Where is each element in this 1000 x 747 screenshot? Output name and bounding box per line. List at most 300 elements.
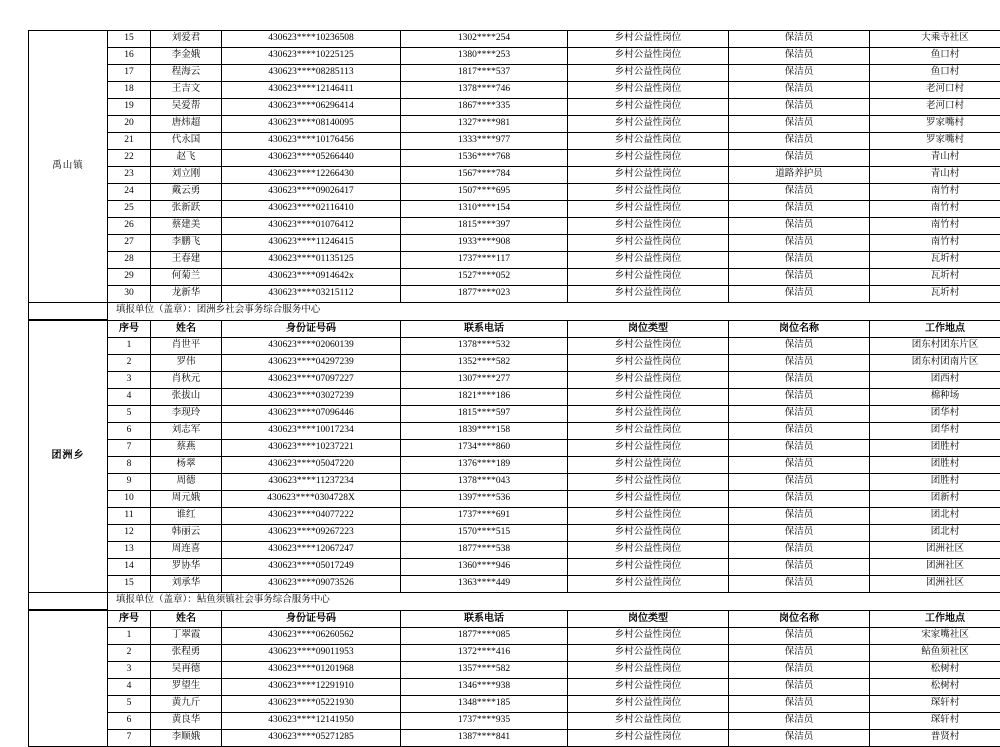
cell-3: 1527****052 <box>401 269 568 286</box>
cell-2: 430623****10176456 <box>222 133 401 150</box>
cell-1: 罗望生 <box>151 679 222 696</box>
cell-5: 保洁员 <box>729 730 870 747</box>
cell-0: 12 <box>108 525 151 542</box>
cell-4: 乡村公益性岗位 <box>568 338 729 355</box>
cell-5: 保洁员 <box>729 559 870 576</box>
table-row <box>29 372 1000 389</box>
cell-2: 430623****11246415 <box>222 235 401 252</box>
cell-5: 保洁员 <box>729 269 870 286</box>
cell-6: 罗家嘴村 <box>870 133 1000 150</box>
cell-0: 16 <box>108 48 151 65</box>
cell-6: 瓦圻村 <box>870 269 1000 286</box>
filler-row <box>29 303 1000 320</box>
table-row <box>29 389 1000 406</box>
column-header-0: 序号 <box>108 321 151 338</box>
cell-1: 周元娥 <box>151 491 222 508</box>
town-name-cell <box>29 611 108 747</box>
cell-2: 430623****07097227 <box>222 372 401 389</box>
cell-2: 430623****10225125 <box>222 48 401 65</box>
cell-0: 20 <box>108 116 151 133</box>
cell-4: 乡村公益性岗位 <box>568 474 729 491</box>
cell-1: 杨翠 <box>151 457 222 474</box>
cell-0: 18 <box>108 82 151 99</box>
table-row <box>29 201 1000 218</box>
cell-0: 7 <box>108 730 151 747</box>
cell-0: 25 <box>108 201 151 218</box>
column-header-2: 身份证号码 <box>222 611 401 628</box>
table-row <box>29 440 1000 457</box>
cell-3: 1363****449 <box>401 576 568 593</box>
cell-6: 南竹村 <box>870 201 1000 218</box>
cell-5: 保洁员 <box>729 133 870 150</box>
cell-4: 乡村公益性岗位 <box>568 252 729 269</box>
cell-6: 团华村 <box>870 406 1000 423</box>
cell-0: 6 <box>108 713 151 730</box>
cell-3: 1307****277 <box>401 372 568 389</box>
roster-table <box>28 320 1000 610</box>
cell-6: 青山村 <box>870 150 1000 167</box>
cell-1: 李鹏飞 <box>151 235 222 252</box>
cell-4: 乡村公益性岗位 <box>568 235 729 252</box>
cell-4: 乡村公益性岗位 <box>568 440 729 457</box>
cell-1: 黄九斤 <box>151 696 222 713</box>
cell-4: 乡村公益性岗位 <box>568 508 729 525</box>
cell-2: 430623****05271285 <box>222 730 401 747</box>
cell-1: 蔡燕 <box>151 440 222 457</box>
cell-4: 乡村公益性岗位 <box>568 730 729 747</box>
cell-6: 团洲社区 <box>870 576 1000 593</box>
cell-3: 1310****154 <box>401 201 568 218</box>
cell-4: 乡村公益性岗位 <box>568 116 729 133</box>
cell-0: 22 <box>108 150 151 167</box>
table-row <box>29 576 1000 593</box>
cell-0: 29 <box>108 269 151 286</box>
cell-3: 1737****691 <box>401 508 568 525</box>
cell-5: 保洁员 <box>729 508 870 525</box>
cell-6: 鲇鱼须社区 <box>870 645 1000 662</box>
cell-2: 430623****01076412 <box>222 218 401 235</box>
cell-1: 张拔山 <box>151 389 222 406</box>
cell-6: 罗家嘴村 <box>870 116 1000 133</box>
cell-1: 周德 <box>151 474 222 491</box>
cell-4: 乡村公益性岗位 <box>568 491 729 508</box>
table-row <box>29 184 1000 201</box>
cell-6: 团北村 <box>870 525 1000 542</box>
cell-6: 团西村 <box>870 372 1000 389</box>
cell-3: 1378****746 <box>401 82 568 99</box>
cell-3: 1737****935 <box>401 713 568 730</box>
cell-1: 程海云 <box>151 65 222 82</box>
cell-0: 11 <box>108 508 151 525</box>
cell-6: 团胜村 <box>870 474 1000 491</box>
cell-1: 吴爱帮 <box>151 99 222 116</box>
cell-6: 松树村 <box>870 662 1000 679</box>
cell-1: 赵飞 <box>151 150 222 167</box>
table-row <box>29 269 1000 286</box>
cell-5: 保洁员 <box>729 440 870 457</box>
cell-6: 青山村 <box>870 167 1000 184</box>
cell-2: 430623****12291910 <box>222 679 401 696</box>
roster-table <box>28 30 1000 320</box>
column-header-1: 姓名 <box>151 321 222 338</box>
cell-0: 15 <box>108 576 151 593</box>
column-header-4: 岗位类型 <box>568 321 729 338</box>
cell-5: 保洁员 <box>729 645 870 662</box>
cell-3: 1372****416 <box>401 645 568 662</box>
cell-4: 乡村公益性岗位 <box>568 99 729 116</box>
cell-3: 1839****158 <box>401 423 568 440</box>
cell-4: 乡村公益性岗位 <box>568 65 729 82</box>
cell-6: 南竹村 <box>870 184 1000 201</box>
town-name-cell: 禹山镇 <box>29 31 108 303</box>
cell-1: 肖秋元 <box>151 372 222 389</box>
cell-5: 保洁员 <box>729 389 870 406</box>
cell-5: 保洁员 <box>729 286 870 303</box>
cell-6: 棉种场 <box>870 389 1000 406</box>
cell-0: 17 <box>108 65 151 82</box>
cell-1: 韩丽云 <box>151 525 222 542</box>
cell-5: 保洁员 <box>729 184 870 201</box>
cell-2: 430623****07096446 <box>222 406 401 423</box>
cell-2: 430623****09011953 <box>222 645 401 662</box>
cell-6: 瓦圻村 <box>870 252 1000 269</box>
cell-2: 430623****10017234 <box>222 423 401 440</box>
table-row <box>29 150 1000 167</box>
table-row <box>29 82 1000 99</box>
cell-5: 保洁员 <box>729 372 870 389</box>
cell-5: 保洁员 <box>729 218 870 235</box>
cell-3: 1536****768 <box>401 150 568 167</box>
cell-5: 保洁员 <box>729 474 870 491</box>
cell-5: 保洁员 <box>729 576 870 593</box>
cell-4: 乡村公益性岗位 <box>568 457 729 474</box>
cell-4: 乡村公益性岗位 <box>568 559 729 576</box>
cell-2: 430623****05047220 <box>222 457 401 474</box>
cell-0: 9 <box>108 474 151 491</box>
cell-1: 王春建 <box>151 252 222 269</box>
cell-6: 老河口村 <box>870 82 1000 99</box>
cell-4: 乡村公益性岗位 <box>568 423 729 440</box>
cell-6: 琛轩村 <box>870 713 1000 730</box>
column-header-0: 序号 <box>108 611 151 628</box>
cell-3: 1815****397 <box>401 218 568 235</box>
cell-5: 保洁员 <box>729 338 870 355</box>
cell-6: 宋家嘴社区 <box>870 628 1000 645</box>
cell-1: 戴云勇 <box>151 184 222 201</box>
cell-2: 430623****01135125 <box>222 252 401 269</box>
table-row <box>29 338 1000 355</box>
cell-5: 保洁员 <box>729 457 870 474</box>
cell-2: 430623****03027239 <box>222 389 401 406</box>
table-row <box>29 116 1000 133</box>
cell-3: 1397****536 <box>401 491 568 508</box>
cell-0: 14 <box>108 559 151 576</box>
cell-2: 430623****0914642x <box>222 269 401 286</box>
cell-2: 430623****06260562 <box>222 628 401 645</box>
cell-4: 乡村公益性岗位 <box>568 372 729 389</box>
cell-4: 乡村公益性岗位 <box>568 645 729 662</box>
cell-5: 保洁员 <box>729 235 870 252</box>
cell-3: 1570****515 <box>401 525 568 542</box>
town-name-cell: 团洲乡 <box>29 321 108 593</box>
cell-5: 保洁员 <box>729 65 870 82</box>
roster-table <box>28 610 1000 747</box>
table-row <box>29 662 1000 679</box>
table-row <box>29 99 1000 116</box>
column-header-3: 联系电话 <box>401 321 568 338</box>
cell-6: 团华村 <box>870 423 1000 440</box>
cell-2: 430623****12141950 <box>222 713 401 730</box>
table-row <box>29 235 1000 252</box>
table-row <box>29 525 1000 542</box>
table-row <box>29 474 1000 491</box>
cell-6: 南竹村 <box>870 218 1000 235</box>
cell-0: 1 <box>108 338 151 355</box>
cell-1: 周连喜 <box>151 542 222 559</box>
cell-0: 1 <box>108 628 151 645</box>
cell-2: 430623****05017249 <box>222 559 401 576</box>
cell-1: 唐炜超 <box>151 116 222 133</box>
cell-2: 430623****08285113 <box>222 65 401 82</box>
cell-4: 乡村公益性岗位 <box>568 628 729 645</box>
cell-5: 保洁员 <box>729 406 870 423</box>
cell-4: 乡村公益性岗位 <box>568 679 729 696</box>
cell-4: 乡村公益性岗位 <box>568 82 729 99</box>
cell-2: 430623****0304728X <box>222 491 401 508</box>
cell-0: 26 <box>108 218 151 235</box>
town-spacer-cell <box>29 593 108 610</box>
cell-1: 刘承华 <box>151 576 222 593</box>
cell-1: 谁红 <box>151 508 222 525</box>
cell-3: 1877****023 <box>401 286 568 303</box>
cell-5: 保洁员 <box>729 116 870 133</box>
cell-0: 2 <box>108 355 151 372</box>
cell-0: 30 <box>108 286 151 303</box>
table-row <box>29 252 1000 269</box>
cell-3: 1387****841 <box>401 730 568 747</box>
cell-2: 430623****10236508 <box>222 31 401 48</box>
column-header-5: 岗位名称 <box>729 611 870 628</box>
cell-3: 1327****981 <box>401 116 568 133</box>
cell-5: 保洁员 <box>729 201 870 218</box>
cell-1: 黄良华 <box>151 713 222 730</box>
cell-4: 乡村公益性岗位 <box>568 150 729 167</box>
cell-1: 龙新华 <box>151 286 222 303</box>
cell-2: 430623****09073526 <box>222 576 401 593</box>
cell-1: 肖世平 <box>151 338 222 355</box>
cell-3: 1877****085 <box>401 628 568 645</box>
cell-0: 3 <box>108 372 151 389</box>
table-row <box>29 559 1000 576</box>
cell-4: 乡村公益性岗位 <box>568 662 729 679</box>
cell-5: 保洁员 <box>729 252 870 269</box>
column-header-2: 身份证号码 <box>222 321 401 338</box>
cell-1: 张程勇 <box>151 645 222 662</box>
cell-4: 乡村公益性岗位 <box>568 406 729 423</box>
cell-1: 李顺娥 <box>151 730 222 747</box>
table-row <box>29 133 1000 150</box>
cell-5: 道路养护员 <box>729 167 870 184</box>
cell-0: 19 <box>108 99 151 116</box>
table-header-row <box>29 611 1000 628</box>
reporting-unit-label: 填报单位（盖章）：鲇鱼须镇社会事务综合服务中心 <box>108 593 1000 610</box>
cell-4: 乡村公益性岗位 <box>568 31 729 48</box>
cell-1: 吴再德 <box>151 662 222 679</box>
cell-6: 松树村 <box>870 679 1000 696</box>
cell-1: 代永国 <box>151 133 222 150</box>
cell-5: 保洁员 <box>729 696 870 713</box>
cell-2: 430623****06296414 <box>222 99 401 116</box>
cell-3: 1821****186 <box>401 389 568 406</box>
cell-6: 团胜村 <box>870 440 1000 457</box>
table-row <box>29 713 1000 730</box>
cell-6: 琛轩村 <box>870 696 1000 713</box>
cell-6: 团胜村 <box>870 457 1000 474</box>
cell-0: 10 <box>108 491 151 508</box>
table-header-row <box>29 321 1000 338</box>
cell-2: 430623****05221930 <box>222 696 401 713</box>
cell-3: 1567****784 <box>401 167 568 184</box>
cell-0: 24 <box>108 184 151 201</box>
table-row <box>29 730 1000 747</box>
cell-2: 430623****04077222 <box>222 508 401 525</box>
cell-3: 1378****532 <box>401 338 568 355</box>
cell-5: 保洁员 <box>729 355 870 372</box>
cell-5: 保洁员 <box>729 542 870 559</box>
cell-6: 团新村 <box>870 491 1000 508</box>
cell-1: 刘立刚 <box>151 167 222 184</box>
cell-3: 1737****117 <box>401 252 568 269</box>
cell-3: 1378****043 <box>401 474 568 491</box>
cell-5: 保洁员 <box>729 491 870 508</box>
cell-3: 1360****946 <box>401 559 568 576</box>
table-row <box>29 542 1000 559</box>
cell-3: 1933****908 <box>401 235 568 252</box>
cell-4: 乡村公益性岗位 <box>568 48 729 65</box>
cell-2: 430623****10237221 <box>222 440 401 457</box>
filler-row <box>29 593 1000 610</box>
table-row <box>29 423 1000 440</box>
table-row <box>29 679 1000 696</box>
cell-6: 团洲社区 <box>870 559 1000 576</box>
table-row <box>29 491 1000 508</box>
cell-3: 1357****582 <box>401 662 568 679</box>
table-row <box>29 218 1000 235</box>
cell-0: 7 <box>108 440 151 457</box>
cell-4: 乡村公益性岗位 <box>568 167 729 184</box>
cell-1: 何菊兰 <box>151 269 222 286</box>
cell-4: 乡村公益性岗位 <box>568 713 729 730</box>
cell-0: 3 <box>108 662 151 679</box>
cell-0: 13 <box>108 542 151 559</box>
cell-3: 1376****189 <box>401 457 568 474</box>
cell-4: 乡村公益性岗位 <box>568 201 729 218</box>
cell-1: 蔡建美 <box>151 218 222 235</box>
cell-2: 430623****02116410 <box>222 201 401 218</box>
cell-2: 430623****05266440 <box>222 150 401 167</box>
cell-0: 2 <box>108 645 151 662</box>
cell-3: 1348****185 <box>401 696 568 713</box>
cell-0: 4 <box>108 389 151 406</box>
table-row <box>29 457 1000 474</box>
cell-1: 刘爱君 <box>151 31 222 48</box>
cell-4: 乡村公益性岗位 <box>568 269 729 286</box>
cell-1: 李金娥 <box>151 48 222 65</box>
cell-1: 刘志军 <box>151 423 222 440</box>
table-row <box>29 355 1000 372</box>
cell-0: 8 <box>108 457 151 474</box>
table-row <box>29 167 1000 184</box>
cell-0: 21 <box>108 133 151 150</box>
cell-5: 保洁员 <box>729 423 870 440</box>
cell-6: 普贤村 <box>870 730 1000 747</box>
cell-2: 430623****12146411 <box>222 82 401 99</box>
cell-1: 王吉文 <box>151 82 222 99</box>
table-row <box>29 31 1000 48</box>
table-row <box>29 696 1000 713</box>
table-row <box>29 406 1000 423</box>
cell-4: 乡村公益性岗位 <box>568 218 729 235</box>
cell-1: 李现玲 <box>151 406 222 423</box>
column-header-6: 工作地点 <box>870 321 1000 338</box>
cell-5: 保洁员 <box>729 628 870 645</box>
cell-6: 团东村团东片区 <box>870 338 1000 355</box>
cell-2: 430623****03215112 <box>222 286 401 303</box>
cell-6: 老河口村 <box>870 99 1000 116</box>
column-header-6: 工作地点 <box>870 611 1000 628</box>
cell-4: 乡村公益性岗位 <box>568 525 729 542</box>
cell-4: 乡村公益性岗位 <box>568 542 729 559</box>
table-row <box>29 48 1000 65</box>
cell-6: 大乘寺社区 <box>870 31 1000 48</box>
cell-6: 团洲社区 <box>870 542 1000 559</box>
cell-0: 15 <box>108 31 151 48</box>
column-header-4: 岗位类型 <box>568 611 729 628</box>
cell-0: 4 <box>108 679 151 696</box>
cell-2: 430623****08140095 <box>222 116 401 133</box>
town-spacer-cell <box>29 303 108 320</box>
cell-3: 1302****254 <box>401 31 568 48</box>
cell-3: 1734****860 <box>401 440 568 457</box>
cell-3: 1352****582 <box>401 355 568 372</box>
cell-2: 430623****12067247 <box>222 542 401 559</box>
cell-4: 乡村公益性岗位 <box>568 133 729 150</box>
cell-5: 保洁员 <box>729 82 870 99</box>
cell-4: 乡村公益性岗位 <box>568 696 729 713</box>
column-header-5: 岗位名称 <box>729 321 870 338</box>
cell-6: 鱼口村 <box>870 65 1000 82</box>
roster-tables-container <box>28 30 972 747</box>
cell-3: 1867****335 <box>401 99 568 116</box>
cell-5: 保洁员 <box>729 31 870 48</box>
cell-0: 27 <box>108 235 151 252</box>
table-row <box>29 286 1000 303</box>
cell-2: 430623****09026417 <box>222 184 401 201</box>
cell-1: 罗协华 <box>151 559 222 576</box>
cell-6: 团北村 <box>870 508 1000 525</box>
cell-4: 乡村公益性岗位 <box>568 286 729 303</box>
cell-3: 1333****977 <box>401 133 568 150</box>
cell-5: 保洁员 <box>729 48 870 65</box>
column-header-1: 姓名 <box>151 611 222 628</box>
cell-5: 保洁员 <box>729 662 870 679</box>
cell-5: 保洁员 <box>729 99 870 116</box>
column-header-3: 联系电话 <box>401 611 568 628</box>
cell-0: 5 <box>108 406 151 423</box>
cell-0: 5 <box>108 696 151 713</box>
cell-1: 张新跃 <box>151 201 222 218</box>
cell-4: 乡村公益性岗位 <box>568 389 729 406</box>
